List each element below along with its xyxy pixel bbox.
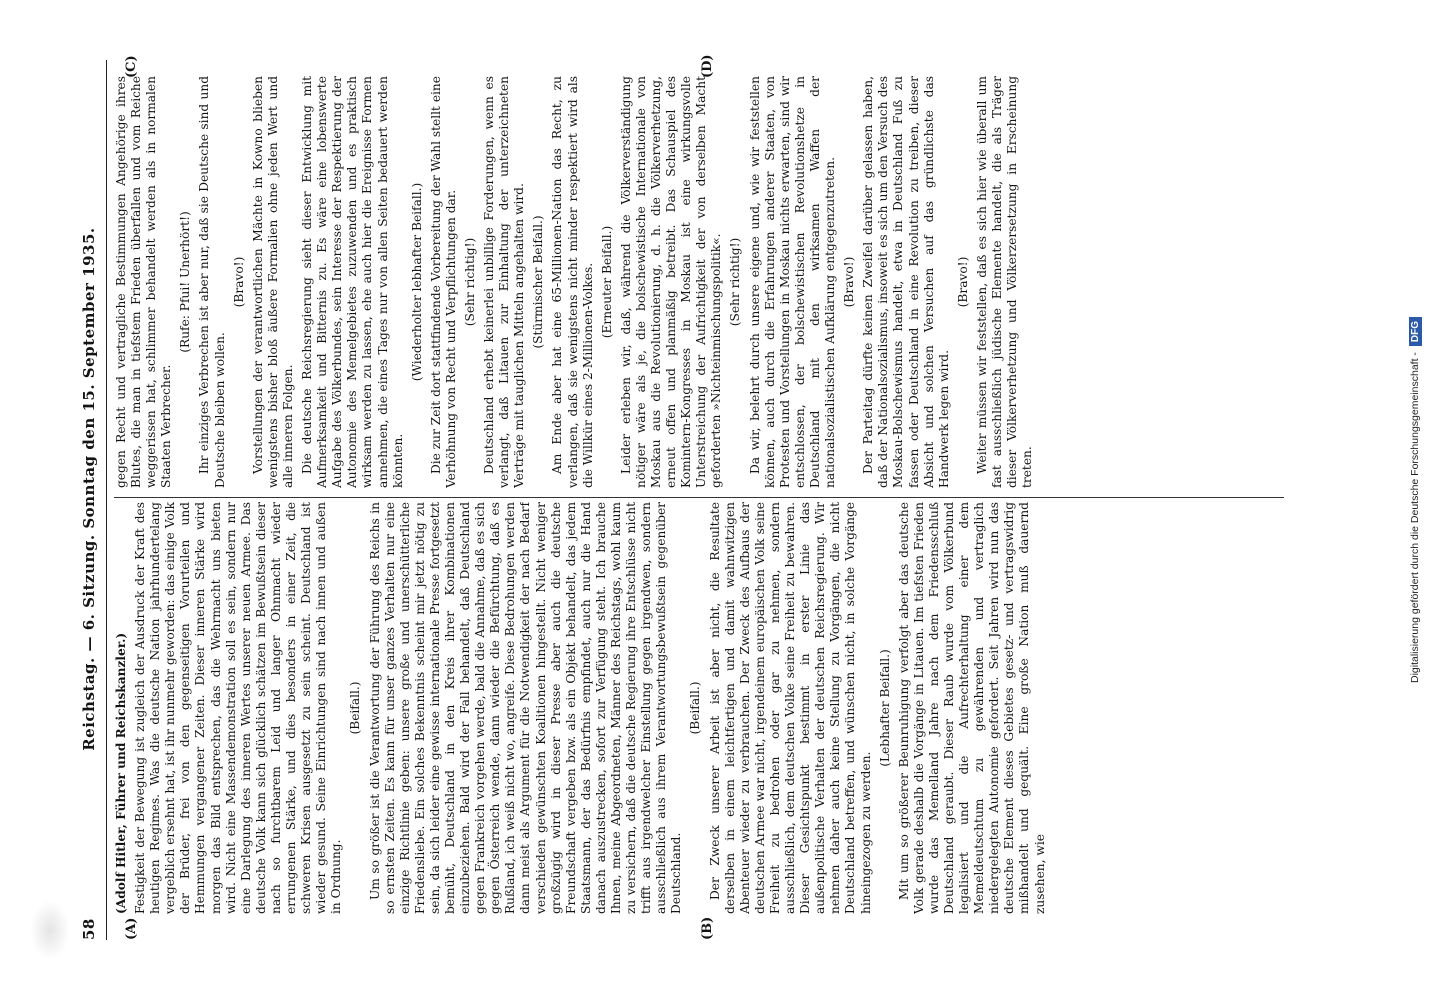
interjection: (Sehr richtig!)	[462, 237, 477, 327]
paragraph: Die zur Zeit dort stattfindende Vorbereitung der Wahl stellt eine Verhöhnung von Recht und Verpflichtungen dar.	[428, 76, 458, 488]
paragraph: Um so größer ist die Verantwortung der Führung des Reichs in so ernsten Zeiten. Es kann für unser ganzes Verhalten nur eine einzige Richtlinie geben: unsere große und unerschütterliche Friedensliebe. Ein solches Bekenntnis scheint mir jetzt nötig zu sein, da sich leider eine gewisse internationale Presse fortgesetzt bemüht, Deutschland in den Kreis ihrer Kombinationen einzubeziehen. Bald wird der Fall behandelt, daß Deutschland gegen Frankreich vorgehen werde, bald die Annahme, daß es sich gegen Österreich wende, dann wieder die Befürchtung, daß es Rußland, ich weiß nicht wo, angreife. Diese Bedrohungen werden dann meist als Argument für die Notwendigkeit der nach Bedarf verschieden gewünschten Koalitionen hingestellt. Nicht weniger großzügig wird in dieser Presse aber auch die deutsche Freundschaft vergeben bzw. als ein Objekt behandelt, das jedem Staatsmann, der das Bedürfnis empfindet, auch nur die Hand danach auszustrecken, sofort zur Verfügung steht. Ich brauche Ihnen, meine Abgeordneten, Männer des Reichstags, wohl kaum zu versichern, daß die deutsche Regierung ihre Entschlüsse nicht trifft aus irgendwelcher Einstellung gegen irgendwen, sondern ausschließlich aus ihrem Verantwortungsbewußtsein gegenüber Deutschland.	[367, 502, 684, 914]
paragraph: Der Zweck unserer Arbeit ist aber nicht, die Resultate derselben in einem leichtfertigen und damit wahnwitzigen Abenteuer wieder zu verbrauchen. Der Zweck des Aufbaus der deutschen Armee war nicht, irgendeinem europäischen Volk seine Freiheit zu bedrohen oder gar zu nehmen, sondern ausschließlich, dem deutschen Volke seine Freiheit zu bewahren. Dieser Gesichtspunkt bestimmt in erster Linie das außenpolitische Verhalten der deutschen Reichsregierung. Wir nehmen daher auch keine Stellung zu Vorgängen, die nicht Deutschland betreffen, und wünschen nicht, in solche Vorgänge hineingezogen zu werden.	[707, 502, 873, 914]
page-number: 58	[80, 918, 98, 940]
header-rule	[106, 60, 107, 940]
paragraph: Leider erleben wir, daß, während die Völkerverständigung nötiger wäre als je, die bolschewistische Internationale von Moskau aus die Revolutionierung, d. h. die Völkerverhetzung, erneut offen und planmäßig betreibt. Das Schauspiel des Komintern-Kongresses in Moskau ist eine wirkungsvolle Unterstreichung der Aufrichtigkeit der von derselben Macht geforderten »Nichteinmischungspolitik«.	[618, 76, 724, 488]
paragraph: Mit um so größerer Beunruhigung verfolgt aber das deutsche Volk gerade deshalb die Vorgänge in Litauen. Im tiefsten Frieden wurde das Memelland Jahre nach dem Friedensschluß Deutschland geraubt. Dieser Raub wurde vom Völkerbund legalisiert und die Aufrechterhaltung einer dem Memeldeutschtum zu gewährenden und vertraglich niedergelegten Autonomie gefordert. Seit Jahren wird nun das deutsche Element dieses Gebietes gesetz- und vertragswidrig mißhandelt und gequält. Eine große Nation muß dauernd zusehen, wie	[896, 502, 1047, 914]
interjection: (Bravo!)	[955, 256, 970, 308]
paragraph: Die deutsche Reichsregierung sieht dieser Entwicklung mit Aufmerksamkeit und Bitternis zu. Es wäre eine lobenswerte Aufgabe des Völkerbundes, sein Interesse der Respektierung der Autonomie des Memelgebietes zuzuwenden und es praktisch wirksam werden zu lassen, ehe auch hier die Ereignisse Formen annehmen, die eines Tages nur von allen Seiten bedauert werden könnten.	[300, 76, 405, 488]
interjection: (Bravo!)	[231, 256, 246, 308]
paragraph: Festigkeit der Bewegung ist zugleich der Ausdruck der Kraft des heutigen Regimes. Was die deutsche Nation jahrhundertelang vergeblich ersehnt hat, ist ihr nunmehr geworden: das einige Volk der Brüder, frei von den gegenseitigen Vorurteilen und Hemmungen vergangener Zeiten. Dieser inneren Stärke wird morgen das Bild entsprechen, das die Wehrmacht uns bieten wird. Nicht eine Massendemonstration soll es sein, sondern nur eine Darlegung des inneren Wertes unserer neuen Armee. Das deutsche Volk kann sich glücklich schätzen im Bewußtsein dieser nach so furchtbarem Leid und langer Ohnmacht wieder errungenen Stärke, und dies besonders in einer Zeit, die schweren Krisen ausgesetzt zu sein scheint. Deutschland ist wieder gesund. Seine Einrichtungen sind nach innen und außen in Ordnung.	[133, 502, 344, 914]
interjection: (Lebhafter Beifall.)	[877, 649, 892, 767]
right-column	[114, 76, 1294, 488]
paragraph: Vorstellungen der verantwortlichen Mächte in Kowno blieben wenigstens bisher bloß äußere Formalien ohne jeden Wert und alle inneren Folgen.	[250, 76, 295, 488]
margin-marker-c: (C)	[124, 55, 139, 78]
credit-text: Digitalisierung gefördert durch die Deutsche Forschungsgemeinschaft -	[1409, 352, 1421, 684]
margin-marker-a: (A)	[124, 917, 139, 940]
interjection: (Erneuter Beifall.)	[599, 225, 614, 339]
margin-marker-b: (B)	[700, 916, 715, 940]
document-page	[80, 54, 1310, 940]
interjection: (Wiederholter lebhafter Beifall.)	[409, 182, 424, 382]
digitization-credit	[1396, 8, 1434, 992]
paragraph: Der Parteitag dürfte keinen Zweifel darüber gelassen haben, daß der Nationalsozialismus, insoweit es sich um den Versuch des Moskau-Bolschewismus handelt, etwa in Deutschland Fuß zu fassen oder Deutschland in eine Revolution zu treiben, dieser Absicht und solchen Versuchen auf das gründlichste das Handwerk legen wird.	[861, 76, 951, 488]
interjection: (Rufe: Pfui! Unerhört!)	[178, 211, 193, 353]
speaker-label: (Adolf Hitler, Führer und Reichskanzler.)	[114, 632, 128, 914]
running-header	[80, 60, 106, 940]
interjection: (Stürmischer Beifall.)	[531, 215, 546, 349]
paragraph: Am Ende aber hat eine 65-Millionen-Nation das Recht, zu verlangen, daß sie wenigstens nicht minder respektiert wird als die Willkür eines 2-Millionen-Volkes.	[550, 76, 595, 488]
interjection: (Bravo!)	[842, 256, 857, 308]
paragraph: Ihr einziges Verbrechen ist aber nur, daß sie Deutsche sind und Deutsche bleiben wollen.	[197, 76, 227, 488]
interjection: (Beifall.)	[348, 681, 363, 735]
paragraph: gegen Recht und vertragliche Bestimmungen Angehörige ihres Blutes, die man in tiefstem Frieden überfallen und vom Reiche weggerissen hat, schlimmer behandelt werden als in normalen Staaten Verbrecher.	[114, 76, 174, 488]
column-divider	[114, 497, 1284, 498]
interjection: (Sehr richtig!)	[728, 237, 743, 327]
paragraph: Deutschland erhebt keinerlei unbillige Forderungen, wenn es verlangt, daß Litauen zur Einhaltung der unterzeichneten Verträge mit tauglichen Mitteln angehalten wird.	[482, 76, 527, 488]
dfg-logo: DFG	[1409, 317, 1422, 346]
left-column	[114, 502, 1294, 914]
interjection: (Beifall.)	[688, 681, 703, 735]
paragraph: Da wir, belehrt durch unsere eigene und, wie wir feststellen können, auch durch die Erfahrungen anderer Staaten, von Protesten und Vorstellungen in Moskau nichts erwarten, sind wir entschlossen, der bolschewistischen Revolutionshetze in Deutschland mit den wirksamen Waffen der nationalsozialistischen Aufklärung entgegenzutreten.	[747, 76, 838, 488]
margin-marker-d: (D)	[700, 54, 715, 78]
scan-smudge	[30, 900, 70, 960]
paragraph: Weiter müssen wir feststellen, daß es sich hier wie überall um fast ausschließlich jüdische Elemente handelt, die als Träger dieser Völkerverhetzung und Völkerzersetzung in Erscheinung treten.	[974, 76, 1035, 488]
running-title: Reichstag. — 6. Sitzung. Sonntag den 15. September 1935.	[80, 227, 98, 751]
